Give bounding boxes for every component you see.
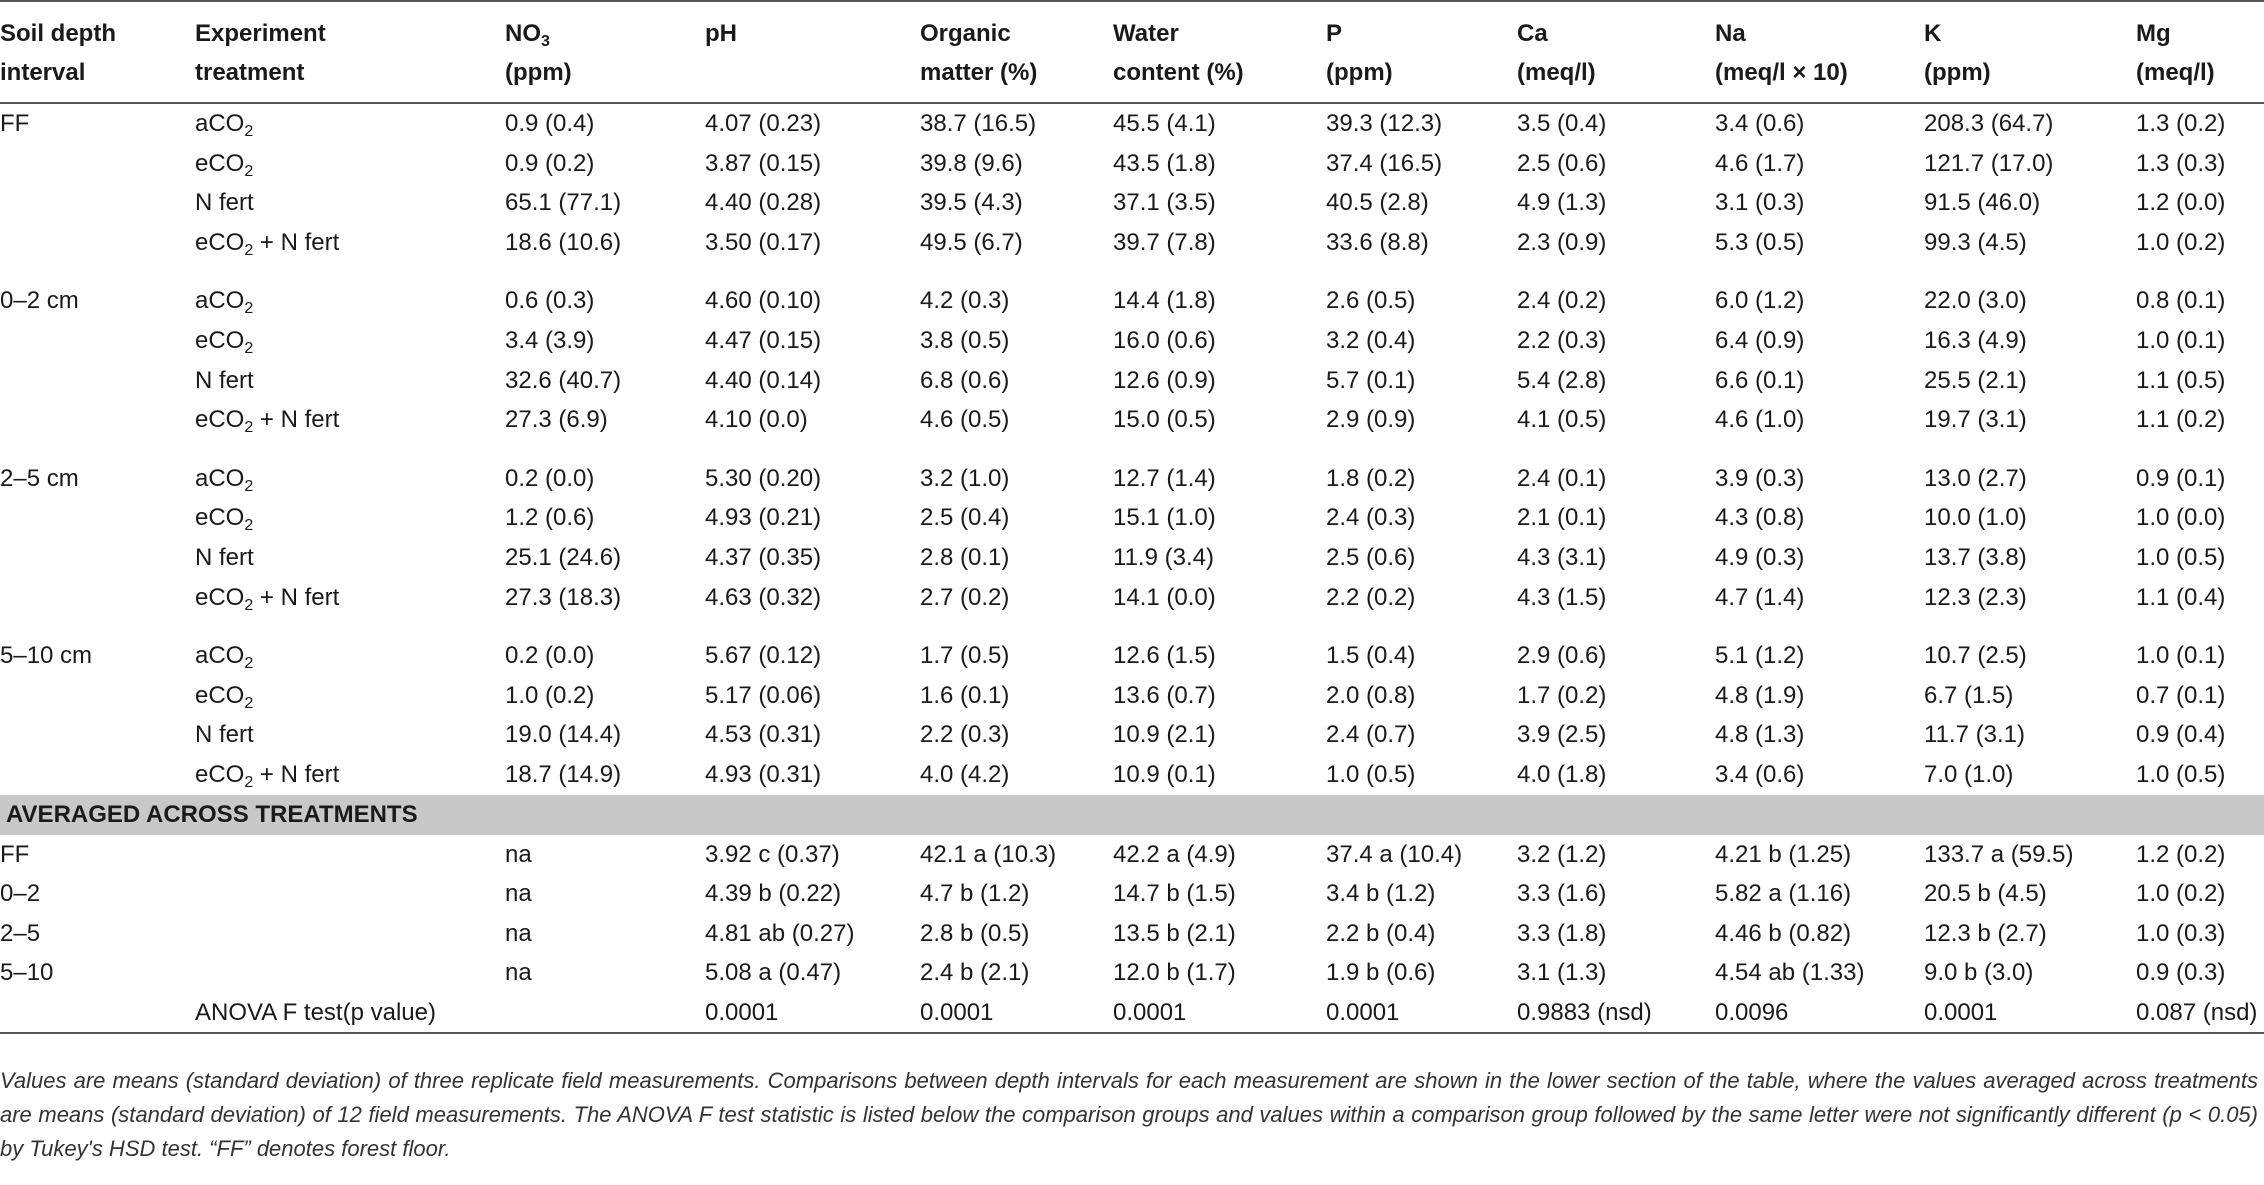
value-cell: 4.9 (0.3) [1715,543,1805,571]
treatment-cell: eCO$_2$ [195,149,254,180]
value-cell: 208.3 (64.7) [1924,110,2054,137]
table-row [0,440,2264,499]
value-cell: 4.63 (0.32) [705,583,822,611]
value-cell: 15.0 (0.5) [1113,406,1216,434]
column-header-line-1: Water [1113,20,1179,47]
value-cell: 1.6 (0.1) [920,681,1010,709]
column-header [0,1,195,103]
table-row [0,835,2264,875]
value-cell: 4.8 (1.9) [1715,681,1805,709]
value-cell: na [505,880,532,908]
value-cell: 1.0 (0.1) [2136,642,2226,670]
value-cell: 4.8 (1.3) [1715,721,1805,749]
value-cell: 1.2 (0.6) [505,504,595,532]
value-cell: 16.3 (4.9) [1924,326,2027,354]
depth-cell [0,400,195,440]
column-header-line-2: interval [0,59,86,86]
value-cell: 2.5 (0.6) [1517,149,1607,177]
value-cell: 4.1 (0.5) [1517,406,1607,434]
value-cell: 4.37 (0.35) [705,543,822,571]
value-cell: 4.93 (0.21) [705,504,822,532]
value-cell: 4.3 (3.1) [1517,543,1607,571]
depth-cell [0,676,195,716]
treatment-cell: N fert [195,189,254,217]
treatment-cell: N fert [195,543,254,571]
value-cell: 1.0 (0.2) [2136,880,2226,908]
value-cell: 40.5 (2.8) [1326,189,1429,217]
averaged-section-header [0,795,2264,835]
value-cell: 2.2 (0.2) [1326,583,1416,611]
column-header-line-2: (meq/l) [1517,59,1596,86]
value-cell: 6.4 (0.9) [1715,326,1805,354]
value-cell: 16.0 (0.6) [1113,326,1216,354]
value-cell: 0.8 (0.1) [2136,287,2226,315]
value-cell: 12.6 (0.9) [1113,366,1216,394]
value-cell: 18.6 (10.6) [505,228,622,256]
value-cell: 0.0001 [1924,998,1998,1026]
depth-cell [0,361,195,401]
value-cell: 4.6 (1.0) [1715,406,1805,434]
value-cell: 10.0 (1.0) [1924,504,2027,532]
table-header-row [0,1,2264,103]
column-header-line-1: Organic [920,20,1011,47]
value-cell: 1.3 (0.3) [2136,149,2226,177]
value-cell: 4.7 b (1.2) [920,880,1030,908]
value-cell: 0.9 (0.4) [505,110,595,137]
table-row [0,874,2264,914]
value-cell: 4.9 (1.3) [1517,189,1607,217]
value-cell: 25.5 (2.1) [1924,366,2027,394]
value-cell: 6.6 (0.1) [1715,366,1805,394]
value-cell: 3.2 (1.2) [1517,840,1607,868]
value-cell: 3.8 (0.5) [920,326,1010,354]
value-cell: 1.1 (0.4) [2136,583,2226,611]
treatment-cell: ANOVA F test(p value) [195,998,436,1026]
value-cell: 37.4 (16.5) [1326,149,1443,177]
value-cell: 9.0 b (3.0) [1924,959,2034,987]
value-cell: 3.9 (0.3) [1715,464,1805,492]
table-row [0,617,2264,676]
column-header [705,1,920,103]
treatment-cell: eCO$_2$ [195,326,254,357]
value-cell: 13.0 (2.7) [1924,464,2027,492]
value-cell: 39.7 (7.8) [1113,228,1216,256]
treatment-cell: N fert [195,366,254,394]
value-cell: 3.4 b (1.2) [1326,880,1436,908]
value-cell: 14.1 (0.0) [1113,583,1216,611]
depth-cell [0,578,195,618]
value-cell: na [505,919,532,947]
depth-cell [0,993,195,1034]
table-row [0,755,2264,795]
value-cell: 10.7 (2.5) [1924,642,2027,670]
value-cell: 4.0 (4.2) [920,760,1010,788]
value-cell: 4.3 (1.5) [1517,583,1607,611]
value-cell: 14.4 (1.8) [1113,287,1216,315]
value-cell: 1.5 (0.4) [1326,642,1416,670]
value-cell: 19.0 (14.4) [505,721,622,749]
value-cell: 4.46 b (0.82) [1715,919,1852,947]
value-cell: 12.7 (1.4) [1113,464,1216,492]
value-cell: 5.7 (0.1) [1326,366,1416,394]
treatment-cell [195,914,505,954]
value-cell: 22.0 (3.0) [1924,287,2027,315]
column-header [1715,1,1924,103]
treatment-cell [195,874,505,914]
value-cell: 3.4 (0.6) [1715,760,1805,788]
depth-cell [0,538,195,578]
treatment-cell: eCO$_2$ [195,504,254,535]
treatment-cell: eCO$_2$ + N fert [195,583,340,614]
value-cell: 42.1 a (10.3) [920,840,1057,868]
value-cell: 1.3 (0.2) [2136,110,2226,137]
value-cell: 4.7 (1.4) [1715,583,1805,611]
value-cell: 0.0001 [1326,998,1400,1026]
value-cell: 4.53 (0.31) [705,721,822,749]
value-cell [505,993,705,1034]
table-row [0,715,2264,755]
value-cell: 4.3 (0.8) [1715,504,1805,532]
value-cell: 5.4 (2.8) [1517,366,1607,394]
table-row [0,223,2264,263]
table-row [0,993,2264,1034]
value-cell: 1.8 (0.2) [1326,464,1416,492]
value-cell: 3.5 (0.4) [1517,110,1607,137]
table-row [0,538,2264,578]
depth-cell [0,715,195,755]
value-cell: 27.3 (6.9) [505,406,608,434]
value-cell: 0.087 (nsd) [2136,998,2258,1026]
value-cell: 133.7 a (59.5) [1924,840,2074,868]
value-cell: 3.87 (0.15) [705,149,822,177]
table-caption: Values are means (standard deviation) of three replicate field measurements. Comparisons between depth intervals for each measurement are shown in the lower section of the table, where the values averaged across treatments are means (standard deviation) of 12 field measurements. The ANOVA F test statistic is listed below the comparison groups and values within a comparison group followed by the same letter were not significantly different (p < 0.05) by Tukey's HSD test. “FF” denotes forest floor. [0,1068,2258,1161]
value-cell: 5.1 (1.2) [1715,642,1805,670]
value-cell: 2.9 (0.9) [1326,406,1416,434]
value-cell: 3.92 c (0.37) [705,840,840,868]
value-cell: 6.7 (1.5) [1924,681,2014,709]
column-header-line-1: Na [1715,20,1746,47]
treatment-cell: eCO$_2$ + N fert [195,406,340,437]
column-header [1113,1,1326,103]
value-cell: 5.3 (0.5) [1715,228,1805,256]
value-cell: 2.4 (0.1) [1517,464,1607,492]
value-cell: 0.9 (0.2) [505,149,595,177]
value-cell: 5.82 a (1.16) [1715,880,1852,908]
value-cell: 39.8 (9.6) [920,149,1023,177]
value-cell: 0.9 (0.1) [2136,464,2226,492]
treatment-cell: eCO$_2$ [195,681,254,712]
value-cell: 4.40 (0.28) [705,189,822,217]
value-cell: 2.7 (0.2) [920,583,1010,611]
value-cell: 121.7 (17.0) [1924,149,2054,177]
value-cell: 2.4 (0.3) [1326,504,1416,532]
value-cell: 6.8 (0.6) [920,366,1010,394]
value-cell: 1.1 (0.5) [2136,366,2226,394]
value-cell: 33.6 (8.8) [1326,228,1429,256]
column-header-line-2: (ppm) [1326,59,1393,86]
value-cell: 1.7 (0.5) [920,642,1010,670]
value-cell: 5.30 (0.20) [705,464,822,492]
value-cell: 1.0 (0.0) [2136,504,2226,532]
value-cell: 20.5 b (4.5) [1924,880,2047,908]
treatment-cell: aCO$_2$ [195,287,254,318]
value-cell: 12.3 (2.3) [1924,583,2027,611]
depth-cell: 2–5 cm [0,464,79,492]
value-cell: 0.2 (0.0) [505,642,595,670]
value-cell: 49.5 (6.7) [920,228,1023,256]
column-header [1924,1,2136,103]
treatment-cell: eCO$_2$ + N fert [195,228,340,259]
value-cell: 2.9 (0.6) [1517,642,1607,670]
value-cell: 27.3 (18.3) [505,583,622,611]
value-cell: 2.2 (0.3) [920,721,1010,749]
column-header-line-2: (ppm) [505,59,572,86]
column-header [2136,1,2264,103]
value-cell: 45.5 (4.1) [1113,110,1216,137]
column-header-line-1: Soil depth [0,20,116,47]
value-cell: 37.1 (3.5) [1113,189,1216,217]
table-row [0,262,2264,321]
value-cell: 0.7 (0.1) [2136,681,2226,709]
value-cell: 3.1 (0.3) [1715,189,1805,217]
value-cell: 1.0 (0.5) [1326,760,1416,788]
value-cell: 13.6 (0.7) [1113,681,1216,709]
value-cell: 5.08 a (0.47) [705,959,842,987]
column-header-line-2 [705,53,920,92]
value-cell: 2.8 b (0.5) [920,919,1030,947]
value-cell: 3.3 (1.8) [1517,919,1607,947]
value-cell: 4.0 (1.8) [1517,760,1607,788]
column-header [195,1,505,103]
value-cell: 4.93 (0.31) [705,760,822,788]
value-cell: 1.2 (0.0) [2136,189,2226,217]
treatment-cell: N fert [195,721,254,749]
column-header-line-1: Mg [2136,20,2171,47]
value-cell: 11.7 (3.1) [1924,721,2025,749]
depth-cell: 5–10 [0,959,54,987]
value-cell: 2.2 b (0.4) [1326,919,1436,947]
column-header-line-1: P [1326,20,1343,47]
value-cell: 42.2 a (4.9) [1113,840,1236,868]
value-cell: 4.07 (0.23) [705,110,822,137]
value-cell: 2.4 b (2.1) [920,959,1030,987]
value-cell: 5.17 (0.06) [705,681,822,709]
column-header-line-2: content (%) [1113,59,1244,86]
table-row [0,321,2264,361]
averaged-section-title: AVERAGED ACROSS TREATMENTS [0,795,2264,835]
depth-cell: FF [0,110,30,137]
value-cell: 2.5 (0.6) [1326,543,1416,571]
value-cell: 2.4 (0.2) [1517,287,1607,315]
value-cell: 1.0 (0.1) [2136,326,2226,354]
value-cell: 91.5 (46.0) [1924,189,2041,217]
value-cell: 6.0 (1.2) [1715,287,1805,315]
column-header [1517,1,1715,103]
value-cell: 3.9 (2.5) [1517,721,1607,749]
value-cell: 2.3 (0.9) [1517,228,1607,256]
value-cell: 1.7 (0.2) [1517,681,1607,709]
depth-cell [0,223,195,263]
value-cell: 10.9 (0.1) [1113,760,1216,788]
depth-cell [0,321,195,361]
value-cell: 1.0 (0.3) [2136,919,2226,947]
value-cell: 3.50 (0.17) [705,228,822,256]
value-cell: 0.0001 [1113,998,1187,1026]
value-cell: 2.5 (0.4) [920,504,1010,532]
value-cell: 65.1 (77.1) [505,189,622,217]
value-cell: 39.3 (12.3) [1326,110,1443,137]
value-cell: 4.60 (0.10) [705,287,822,315]
value-cell: 3.3 (1.6) [1517,880,1607,908]
depth-cell [0,183,195,223]
value-cell: 13.7 (3.8) [1924,543,2027,571]
value-cell: 37.4 a (10.4) [1326,840,1463,868]
value-cell: 4.81 ab (0.27) [705,919,855,947]
table-row [0,103,2264,144]
value-cell: 5.67 (0.12) [705,642,822,670]
depth-cell [0,498,195,538]
value-cell: 12.6 (1.5) [1113,642,1216,670]
value-cell: 32.6 (40.7) [505,366,622,394]
value-cell: 25.1 (24.6) [505,543,622,571]
column-header-line-1: $NO_3$ [505,20,550,50]
value-cell: 0.9 (0.3) [2136,959,2226,987]
value-cell: 3.2 (0.4) [1326,326,1416,354]
value-cell: 0.2 (0.0) [505,464,595,492]
value-cell: 3.4 (0.6) [1715,110,1805,137]
table-row [0,914,2264,954]
value-cell: 11.9 (3.4) [1113,543,1214,571]
treatment-cell [195,953,505,993]
value-cell: 4.10 (0.0) [705,406,808,434]
value-cell: 0.9 (0.4) [2136,721,2226,749]
depth-cell: 2–5 [0,919,41,947]
value-cell: 0.0096 [1715,998,1789,1026]
table-row [0,183,2264,223]
table-row [0,361,2264,401]
column-header-line-1: Experiment [195,20,326,47]
value-cell: 4.39 b (0.22) [705,880,842,908]
value-cell: 18.7 (14.9) [505,760,622,788]
value-cell: 1.0 (0.5) [2136,760,2226,788]
value-cell: 3.1 (1.3) [1517,959,1607,987]
value-cell: 19.7 (3.1) [1924,406,2027,434]
value-cell: 99.3 (4.5) [1924,228,2027,256]
value-cell: na [505,840,532,868]
value-cell: 4.40 (0.14) [705,366,822,394]
table-row [0,400,2264,440]
value-cell: 3.2 (1.0) [920,464,1010,492]
value-cell: 13.5 b (2.1) [1113,919,1236,947]
value-cell: 14.7 b (1.5) [1113,880,1236,908]
column-header [1326,1,1517,103]
depth-cell: 0–2 cm [0,287,79,315]
value-cell: 3.4 (3.9) [505,326,595,354]
table-row [0,676,2264,716]
depth-cell: 0–2 [0,880,41,908]
depth-cell: 5–10 cm [0,642,93,670]
value-cell: 12.0 b (1.7) [1113,959,1236,987]
value-cell: 1.2 (0.2) [2136,840,2226,868]
depth-cell [0,755,195,795]
column-header-line-1: pH [705,20,737,47]
value-cell: 7.0 (1.0) [1924,760,2014,788]
value-cell: 1.0 (0.5) [2136,543,2226,571]
value-cell: 15.1 (1.0) [1113,504,1216,532]
value-cell: 1.9 b (0.6) [1326,959,1436,987]
value-cell: 4.6 (1.7) [1715,149,1805,177]
treatment-cell: aCO$_2$ [195,110,254,140]
value-cell: 1.1 (0.2) [2136,406,2226,434]
value-cell: 0.6 (0.3) [505,287,595,315]
depth-cell: FF [0,840,30,868]
column-header-line-2: (meq/l × 10) [1715,59,1848,86]
column-header-line-1: K [1924,20,1942,47]
value-cell: 10.9 (2.1) [1113,721,1216,749]
value-cell: 0.0001 [920,998,994,1026]
depth-cell [0,144,195,184]
value-cell: 38.7 (16.5) [920,110,1037,137]
value-cell: 2.0 (0.8) [1326,681,1416,709]
value-cell: 0.0001 [705,998,779,1026]
value-cell: 2.1 (0.1) [1517,504,1607,532]
value-cell: 12.3 b (2.7) [1924,919,2047,947]
value-cell: 4.47 (0.15) [705,326,822,354]
table-row [0,144,2264,184]
column-header-line-2: treatment [195,59,305,86]
column-header-line-1: Ca [1517,20,1548,47]
treatment-cell: aCO$_2$ [195,642,254,673]
value-cell: 1.0 (0.2) [505,681,595,709]
value-cell: 2.6 (0.5) [1326,287,1416,315]
value-cell: 2.8 (0.1) [920,543,1010,571]
table-body [0,103,2264,1033]
value-cell: 43.5 (1.8) [1113,149,1216,177]
value-cell: 4.21 b (1.25) [1715,840,1852,868]
value-cell: 0.9883 (nsd) [1517,998,1652,1026]
table-row [0,578,2264,618]
column-header-line-2: (ppm) [1924,59,1991,86]
value-cell: 4.6 (0.5) [920,406,1010,434]
column-header-line-2: matter (%) [920,59,1038,86]
table-row [0,498,2264,538]
value-cell: na [505,959,532,987]
value-cell: 2.4 (0.7) [1326,721,1416,749]
treatment-cell: eCO$_2$ + N fert [195,760,340,791]
value-cell: 4.2 (0.3) [920,287,1010,315]
column-header [505,1,705,103]
table-row [0,953,2264,993]
treatment-cell [195,835,505,875]
column-header [920,1,1113,103]
value-cell: 39.5 (4.3) [920,189,1023,217]
value-cell: 4.54 ab (1.33) [1715,959,1865,987]
value-cell: 2.2 (0.3) [1517,326,1607,354]
value-cell: 1.0 (0.2) [2136,228,2226,256]
treatment-cell: aCO$_2$ [195,464,254,495]
column-header-line-2: (meq/l) [2136,59,2215,86]
